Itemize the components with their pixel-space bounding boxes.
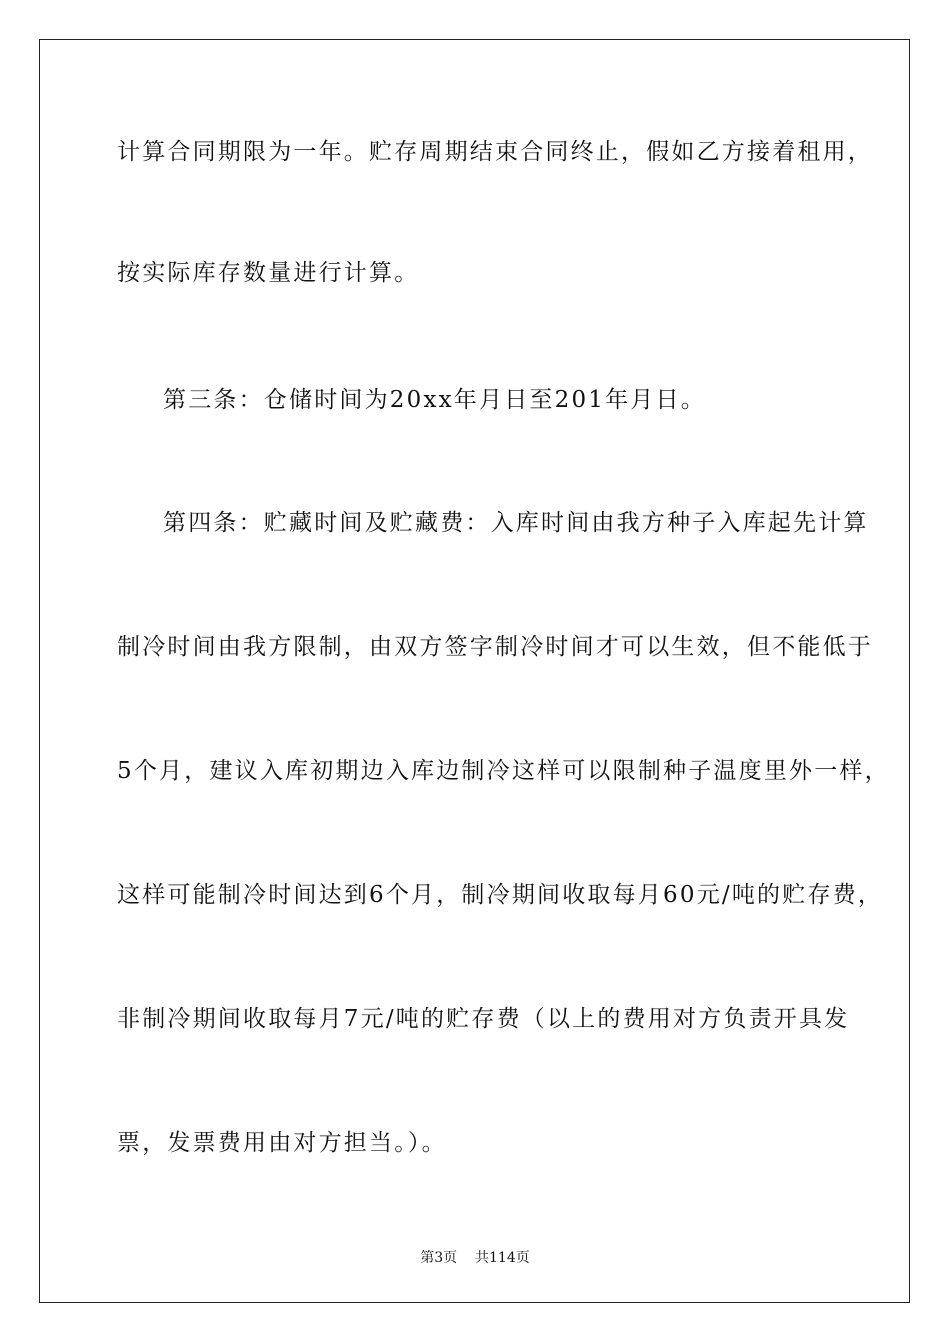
- paragraph-line-2: 按实际库存数量进行计算。: [117, 260, 420, 286]
- paragraph-line-1: 计算合同期限为一年。贮存周期结束合同终止，假如乙方接着租用，: [117, 139, 873, 165]
- paragraph-line-6: 5个月，建议入库初期边入库边制冷这样可以限制种子温度里外一样，: [117, 758, 890, 784]
- paragraph-line-8: 非制冷期间收取每月7元/吨的贮存费（以上的费用对方负责开具发: [117, 1006, 850, 1032]
- paragraph-line-7: 这样可能制冷时间达到6个月，制冷期间收取每月60元/吨的贮存费，: [117, 882, 884, 908]
- paragraph-line-9: 票，发票费用由对方担当。）。: [117, 1130, 447, 1156]
- total-pages-label: 共114页: [475, 1250, 530, 1266]
- article-four-line: 第四条：贮藏时间及贮藏费：入库时间由我方种子入库起先计算: [163, 510, 869, 536]
- page-border: [39, 39, 910, 1303]
- paragraph-line-5: 制冷时间由我方限制，由双方签字制冷时间才可以生效，但不能低于: [117, 634, 873, 660]
- current-page-label: 第3页: [420, 1250, 458, 1266]
- page-footer: [0, 1248, 950, 1268]
- article-three-line: 第三条：仓储时间为20xx年月日至201年月日。: [163, 387, 706, 413]
